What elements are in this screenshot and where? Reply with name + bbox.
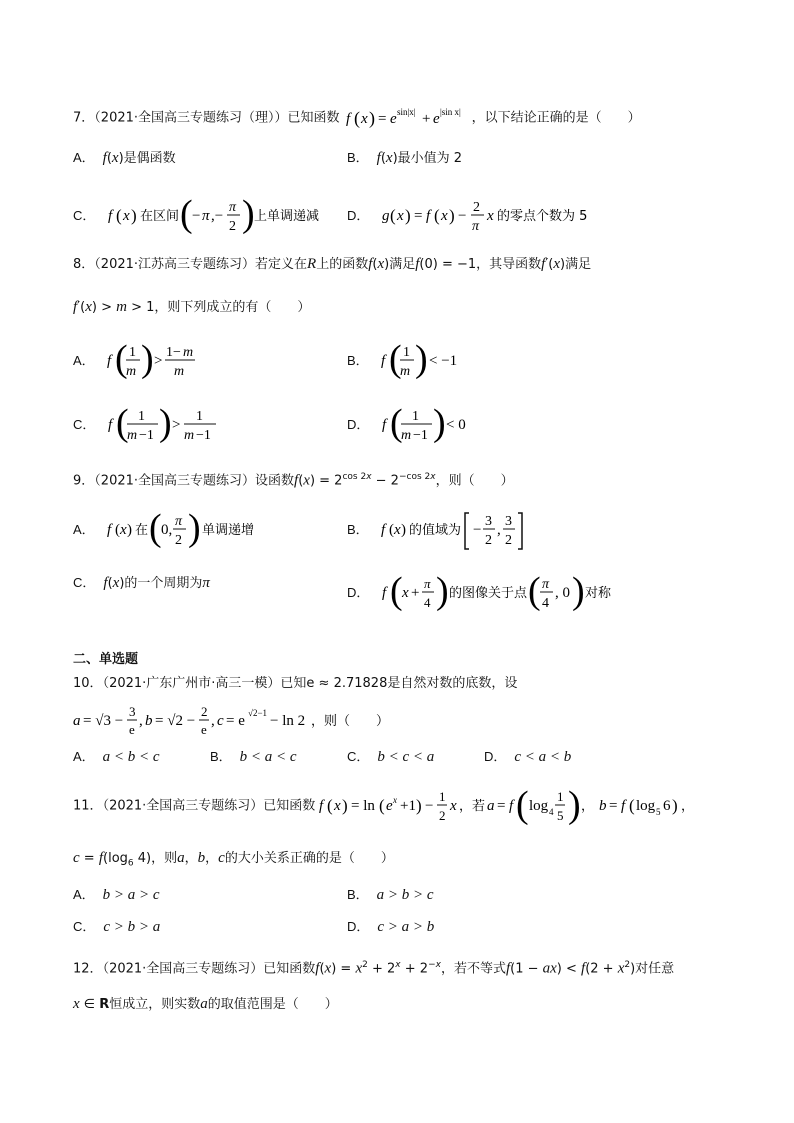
q9-option-b-formula	[381, 509, 571, 551]
svg-text:): )	[432, 404, 446, 444]
svg-text:4: 4	[541, 596, 549, 611]
svg-text:x: x	[440, 208, 448, 224]
q8-source: （2021·江苏高三专题练习）	[94, 257, 256, 272]
svg-text:): )	[435, 572, 449, 612]
svg-text:): )	[130, 206, 137, 225]
svg-text:x: x	[401, 585, 409, 601]
svg-text:e: e	[389, 111, 397, 127]
svg-text:单调递增: 单调递增	[201, 523, 254, 538]
svg-text:): )	[368, 108, 375, 128]
svg-text:(: (	[388, 340, 402, 380]
q8-option-c[interactable]: C． f ( 1 m −1 ) > 1 m −1	[73, 404, 238, 446]
q7-source: （2021·全国高三专题练习（理））	[94, 110, 288, 126]
svg-text:m: m	[400, 428, 411, 443]
q12-line2: x ∈ R恒成立，则实数a的取值范围是（ ）	[73, 996, 338, 1012]
svg-text:): )	[571, 572, 585, 612]
svg-text:，若: ，若	[459, 799, 486, 814]
svg-text:0,: 0,	[160, 522, 173, 538]
q7-option-a[interactable]: A． f(x)是偶函数	[73, 150, 176, 166]
svg-text:f: f	[106, 353, 111, 369]
svg-text:): )	[158, 404, 172, 444]
q11-number: 11	[73, 798, 90, 814]
svg-text:e: e	[201, 722, 207, 737]
svg-text:2: 2	[174, 533, 182, 548]
q11-source: （2021·全国高三专题练习）	[102, 798, 264, 814]
q10-formula	[73, 703, 433, 739]
svg-text:b: b	[145, 713, 153, 729]
svg-text:x: x	[360, 111, 368, 127]
q11-option-d[interactable]: D． c > a > b	[347, 919, 435, 935]
svg-text:π: π	[541, 577, 549, 592]
svg-text:x: x	[396, 208, 404, 224]
svg-text:6: 6	[663, 798, 671, 814]
svg-text:π: π	[228, 200, 236, 215]
svg-text:< 0: < 0	[445, 417, 466, 433]
q8-option-d[interactable]: D． f ( 1 m −1 ) < 0	[347, 404, 492, 446]
svg-text:x: x	[450, 798, 458, 814]
svg-text:3: 3	[129, 704, 136, 719]
svg-text:): )	[672, 796, 679, 815]
svg-text:(: (	[389, 404, 403, 444]
q8-line2: f′(x) > m > 1，则下列成立的有（ ）	[73, 299, 311, 315]
svg-text:1: 1	[557, 789, 564, 804]
svg-text:π: π	[201, 208, 210, 224]
svg-text:x: x	[486, 208, 494, 224]
svg-text:m: m	[182, 345, 193, 360]
svg-text:f: f	[106, 522, 111, 538]
svg-text:): )	[241, 196, 255, 235]
q10-source: （2021·广东广州市·高三一模）	[102, 676, 281, 691]
svg-text:x: x	[334, 798, 342, 814]
q10-number: 10	[73, 676, 90, 691]
q11-line2: $c = f(\log_6$ 4)，则a，b，c的大小关系正确的是（ ）	[73, 850, 394, 869]
svg-text:的图像关于点: 的图像关于点	[448, 586, 527, 601]
svg-text:m: m	[126, 428, 137, 443]
svg-text:): )	[416, 796, 423, 815]
svg-text:上单调递减: 上单调递减	[253, 209, 319, 224]
svg-text:m: m	[183, 428, 194, 443]
svg-text:(: (	[114, 340, 128, 380]
svg-text:，则（ ）: ，则（ ）	[311, 714, 390, 729]
svg-text:): )	[404, 206, 411, 225]
q10-option-d[interactable]: D． c < a < b	[484, 749, 572, 765]
q7-option-c[interactable]: C． f ( x ) 在区间 ( − π ,− π 2 ) 上单调递减	[73, 196, 338, 236]
q12-source: （2021·全国高三专题练习）	[102, 961, 264, 977]
svg-text:−: −	[425, 798, 434, 814]
svg-text:2: 2	[472, 200, 480, 215]
q11-option-a[interactable]: A． b > a > c	[73, 887, 160, 903]
svg-text:e: e	[129, 722, 135, 737]
svg-text:a: a	[487, 798, 495, 814]
svg-text:的零点个数为 5: 的零点个数为 5	[496, 209, 587, 224]
svg-text:3: 3	[504, 514, 512, 529]
svg-text:π: π	[174, 514, 182, 529]
svg-text:1: 1	[411, 409, 419, 424]
question-7: 7．（2021·全国高三专题练习（理））已知函数 f ( x ) = e sin|x| + e |sin x| ，以下结论正确的是（ ）	[73, 107, 641, 128]
svg-text:b: b	[599, 798, 607, 814]
question-10: 10．（2021·广东广州市·高三一模）已知e ≈ 2.71828是自然对数的底数，设	[73, 676, 518, 691]
q8-option-b-formula	[381, 340, 471, 382]
svg-text:=: =	[377, 111, 387, 127]
q7-option-b[interactable]: B． f(x)最小值为 2	[347, 150, 463, 166]
svg-text:< −1: < −1	[428, 353, 457, 369]
svg-text:1: 1	[195, 409, 203, 424]
svg-text:(: (	[327, 796, 334, 815]
svg-text:π: π	[471, 219, 479, 234]
svg-text:): )	[400, 522, 406, 538]
svg-text:x: x	[122, 208, 130, 224]
svg-text:3: 3	[484, 514, 492, 529]
svg-text:5: 5	[557, 808, 564, 823]
svg-text:f: f	[509, 798, 514, 814]
q11-option-c[interactable]: C． c > b > a	[73, 919, 161, 935]
svg-text:= ln: = ln	[351, 798, 376, 814]
q10-option-a[interactable]: A． a < b < c	[73, 749, 160, 765]
svg-text:2: 2	[484, 533, 492, 548]
svg-text:4: 4	[423, 595, 431, 610]
svg-text:): )	[568, 784, 582, 826]
svg-text:f: f	[621, 798, 626, 814]
q7-text-after: ，以下结论正确的是（ ）	[471, 110, 641, 126]
svg-text:1: 1	[128, 345, 136, 360]
q9-source: （2021·全国高三专题练习）	[94, 473, 256, 489]
q11-option-b[interactable]: B． a > b > c	[347, 887, 434, 903]
question-11: 11．（2021·全国高三专题练习）已知函数 f ( x ) = ln ( e x +1 ) − 1 2 x ，若 a = f ( log 4 1 5 ) ， b = f ( log 5 6 ) ，	[73, 784, 759, 828]
svg-text:(: (	[115, 206, 122, 225]
svg-text:): )	[448, 206, 455, 225]
q11-formula	[319, 784, 759, 828]
svg-text:(: (	[379, 796, 386, 815]
q8-option-b[interactable]: B． f ( 1 m ) < −1	[347, 340, 471, 382]
svg-text:(: (	[629, 796, 636, 815]
svg-text:): )	[342, 796, 349, 815]
svg-text:−1: −1	[412, 428, 428, 443]
svg-text:e: e	[386, 798, 394, 814]
svg-text:f: f	[107, 417, 112, 433]
q8-option-c-formula	[108, 404, 238, 446]
svg-text:在区间: 在区间	[139, 209, 179, 224]
svg-text:f: f	[381, 585, 386, 601]
svg-text:的值域为: 的值域为	[408, 523, 461, 538]
svg-text:f: f	[107, 208, 112, 224]
svg-text:=: =	[497, 798, 506, 814]
svg-text:,: ,	[211, 713, 215, 729]
q9-option-d[interactable]: D． f ( x + π 4 ) 的图像关于点 ( π 4 , 0 ) 对称	[347, 572, 642, 614]
q7-option-c-formula	[108, 196, 338, 236]
svg-text:|sin x|: |sin x|	[439, 107, 461, 117]
svg-text:g: g	[381, 208, 390, 224]
svg-text:√2−1: √2−1	[248, 708, 268, 718]
svg-text:(: (	[389, 206, 396, 225]
q7-text-before: 已知函数	[287, 110, 340, 126]
q10-option-b[interactable]: B． b < a < c	[210, 749, 297, 765]
q8-option-d-formula	[382, 404, 492, 446]
svg-text:(: (	[389, 572, 403, 612]
svg-text:,−: ,−	[210, 208, 223, 224]
svg-text:>: >	[153, 353, 163, 369]
svg-text:= √3 −: = √3 −	[83, 713, 124, 729]
svg-text:(: (	[433, 206, 440, 225]
svg-text:−: −	[191, 208, 200, 224]
svg-text:= √2 −: = √2 −	[155, 713, 196, 729]
svg-text:x: x	[393, 522, 401, 538]
svg-text:(: (	[148, 509, 162, 549]
svg-text:f: f	[380, 522, 385, 538]
q9-option-a-formula	[107, 509, 307, 551]
svg-text:，: ，	[581, 799, 595, 814]
svg-text:=: =	[413, 208, 422, 224]
q10-line2	[73, 703, 433, 739]
svg-text:+1: +1	[400, 798, 417, 814]
svg-text:2: 2	[439, 808, 446, 823]
svg-text:>: >	[171, 417, 180, 433]
svg-text:): )	[140, 340, 154, 380]
svg-text:x: x	[119, 522, 127, 538]
svg-text:= e: = e	[226, 713, 245, 729]
svg-text:f: f	[425, 208, 430, 224]
svg-text:e: e	[432, 111, 440, 127]
svg-text:(: (	[353, 108, 360, 128]
q7-number: 7	[73, 110, 82, 126]
q7-formula	[344, 106, 472, 130]
svg-text:log: log	[529, 798, 549, 814]
q8-number: 8	[73, 257, 82, 272]
svg-text:5: 5	[656, 807, 661, 817]
svg-text:c: c	[217, 713, 224, 729]
svg-text:+: +	[410, 585, 419, 601]
svg-text:1: 1	[402, 345, 410, 360]
svg-text:x: x	[393, 795, 398, 805]
q9-option-b[interactable]: B． f ( x ) 的值域为 − 3 2 , 3 2	[347, 509, 571, 551]
svg-text:(: (	[115, 404, 129, 444]
q9-option-c[interactable]: C． f(x)的一个周期为π	[73, 575, 210, 591]
svg-text:f: f	[380, 353, 385, 369]
svg-text:+: +	[421, 111, 431, 127]
svg-text:): )	[187, 509, 201, 549]
q8-option-a[interactable]: A． f ( 1 m ) > 1− m m	[73, 340, 217, 382]
svg-text:f: f	[319, 798, 324, 814]
svg-text:=: =	[609, 798, 618, 814]
svg-text:−1: −1	[195, 428, 211, 443]
svg-text:sin|x|: sin|x|	[396, 107, 416, 117]
svg-text:− ln 2: − ln 2	[270, 713, 306, 729]
svg-text:): )	[126, 522, 132, 538]
question-9: 9．（2021·全国高三专题练习）设函数$f(x) = 2^{cos 2x} - 2^{-cos 2x}$，则（ ）	[73, 472, 514, 489]
svg-text:(: (	[179, 196, 193, 235]
svg-text:log: log	[636, 798, 656, 814]
svg-text:1−: 1−	[165, 345, 181, 360]
svg-text:,: ,	[139, 713, 143, 729]
svg-text:2: 2	[228, 219, 236, 234]
svg-text:1: 1	[137, 409, 145, 424]
section-title: 二、单选题	[73, 652, 139, 667]
svg-text:): )	[414, 340, 428, 380]
svg-text:对称: 对称	[584, 586, 611, 601]
q12-number: 12	[73, 961, 90, 977]
svg-text:m: m	[125, 364, 136, 379]
q8-option-a-formula	[107, 340, 217, 382]
q10-option-c[interactable]: C． b < c < a	[347, 749, 435, 765]
svg-text:2: 2	[504, 533, 512, 548]
svg-text:4: 4	[549, 807, 554, 817]
q9-option-a[interactable]: A． f ( x ) 在 ( 0, π 2 ) 单调递增	[73, 509, 307, 551]
svg-text:，: ，	[681, 799, 695, 814]
svg-text:m: m	[399, 364, 410, 379]
svg-text:f: f	[345, 111, 350, 127]
svg-text:m: m	[173, 364, 184, 379]
svg-text:(: (	[527, 572, 541, 612]
q7-option-d-formula	[382, 196, 622, 236]
svg-text:,: ,	[496, 522, 501, 538]
svg-text:−: −	[457, 208, 466, 224]
svg-text:−: −	[472, 522, 482, 538]
svg-text:2: 2	[201, 704, 208, 719]
svg-text:a: a	[73, 713, 81, 729]
q9-option-d-formula	[382, 572, 642, 614]
question-8: 8．（2021·江苏高三专题练习）若定义在R上的函数f(x)满足f(0) = −1，其导函数f′(x)满足	[73, 256, 592, 272]
question-12: 12．（2021·全国高三专题练习）已知函数$f(x) = x^2 + 2^x + 2^{-x}$，若不等式$f(1 - ax) < f(2 + x^2)$对任意	[73, 960, 675, 977]
svg-text:, 0: , 0	[554, 585, 570, 601]
q9-number: 9	[73, 473, 82, 489]
svg-text:(: (	[388, 522, 394, 538]
svg-text:1: 1	[439, 789, 446, 804]
svg-text:f: f	[381, 417, 386, 433]
svg-text:(: (	[114, 522, 120, 538]
svg-text:在: 在	[134, 523, 148, 538]
svg-text:π: π	[423, 576, 431, 591]
svg-text:(: (	[516, 784, 530, 826]
svg-text:−1: −1	[138, 428, 154, 443]
q7-option-d[interactable]: D． g ( x ) = f ( x ) − 2 π x 的零点个数为 5	[347, 196, 622, 236]
